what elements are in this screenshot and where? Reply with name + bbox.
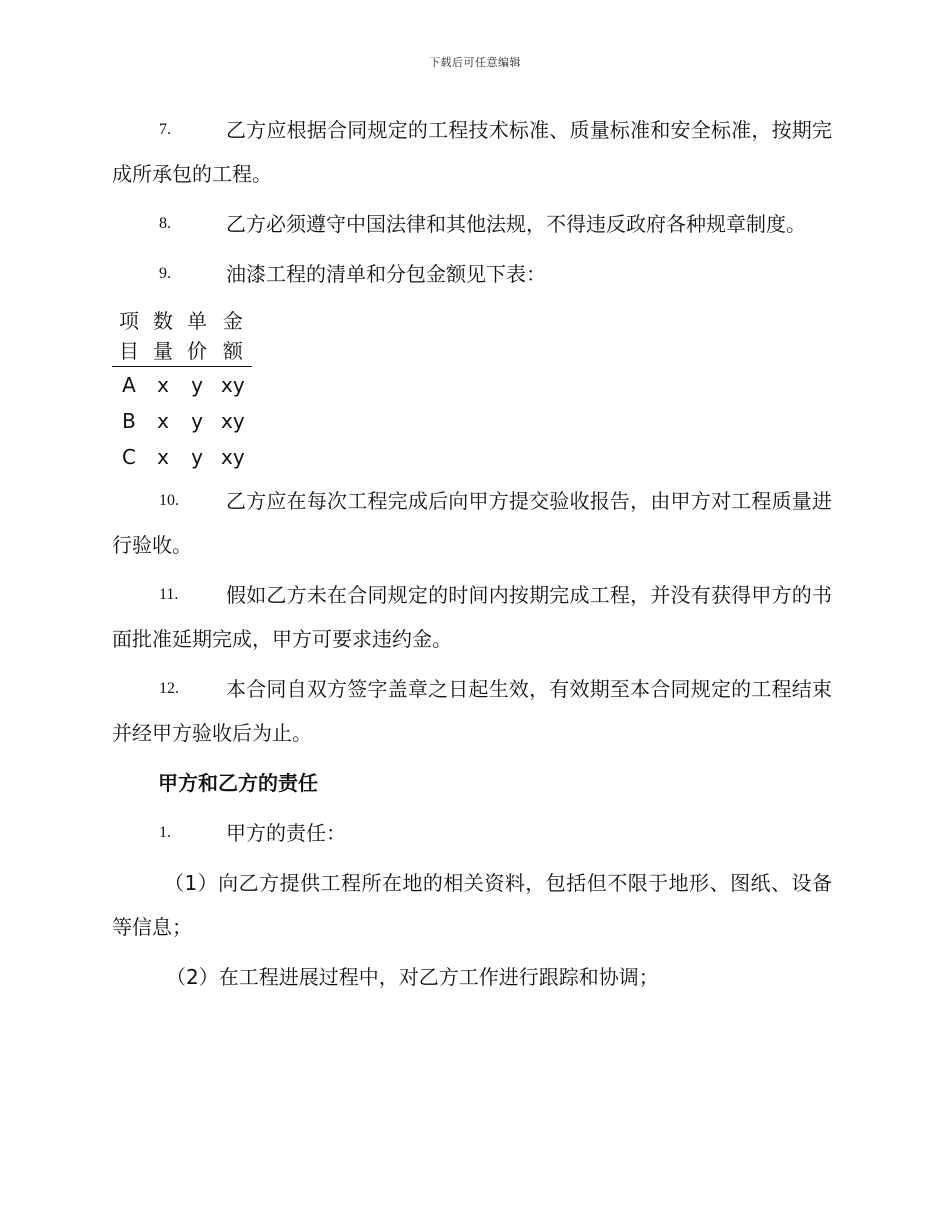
sub-item-2: （2）在工程进展过程中，对乙方工作进行跟踪和协调； (166, 965, 659, 989)
party-a-responsibility (112, 811, 832, 855)
clause-text: 乙方应在每次工程完成后向甲方提交验收报告，由甲方对工程质量进行验收。 (112, 489, 832, 557)
table-cell: x (157, 373, 169, 397)
table-cell: C (122, 445, 136, 469)
clause-10 (112, 479, 832, 567)
clause-text: 油漆工程的清单和分包金额见下表： (226, 262, 546, 286)
clause-7 (112, 108, 832, 196)
clause-number: 9. (159, 265, 171, 282)
section-heading: 甲方和乙方的责任 (158, 771, 318, 795)
clause-text: 本合同自双方签字盖章之日起生效，有效期至本合同规定的工程结束并经甲方验收后为止。 (112, 677, 832, 745)
header-quantity: 数 量 (146, 306, 180, 367)
table-cell: y (191, 445, 203, 469)
clause-text: 乙方必须遵守中国法律和其他法规，不得违反政府各种规章制度。 (226, 212, 806, 236)
table-cell: xy (221, 409, 245, 433)
table-cell: B (122, 409, 136, 433)
clause-12 (112, 667, 832, 755)
clause-text: 乙方应根据合同规定的工程技术标准、质量标准和安全标准，按期完成所承包的工程。 (112, 118, 832, 186)
table-cell: xy (221, 373, 245, 397)
table-cell: xy (221, 445, 245, 469)
table-row (112, 403, 252, 439)
clause-text: 甲方的责任： (226, 821, 346, 845)
clause-number: 7. (159, 121, 171, 138)
clause-8 (112, 202, 832, 246)
table-cell: x (157, 409, 169, 433)
clause-number: 8. (159, 215, 171, 232)
table-cell: A (122, 373, 136, 397)
table-cell: x (157, 445, 169, 469)
table-header-row (112, 306, 252, 367)
table-cell: y (191, 373, 203, 397)
paint-work-table (112, 306, 252, 475)
header-amount: 金 额 (214, 306, 252, 367)
clause-number: 12. (159, 680, 179, 697)
page-header: 下载后可任意编辑 (429, 56, 521, 69)
header-unit-price: 单 价 (180, 306, 214, 367)
sub-item-1: （1）向乙方提供工程所在地的相关资料，包括但不限于地形、图纸、设备等信息； (112, 871, 832, 939)
table-cell: y (191, 409, 203, 433)
header-item: 项 目 (112, 306, 146, 367)
document-body (112, 108, 832, 1005)
clause-number: 11. (159, 586, 179, 603)
clause-number: 1. (159, 824, 171, 841)
clause-11 (112, 573, 832, 661)
table-row (112, 439, 252, 475)
clause-number: 10. (159, 492, 179, 509)
clause-text: 假如乙方未在合同规定的时间内按期完成工程，并没有获得甲方的书面批准延期完成，甲方可要求违约金。 (112, 583, 832, 651)
clause-9 (112, 252, 832, 296)
table-row (112, 367, 252, 404)
